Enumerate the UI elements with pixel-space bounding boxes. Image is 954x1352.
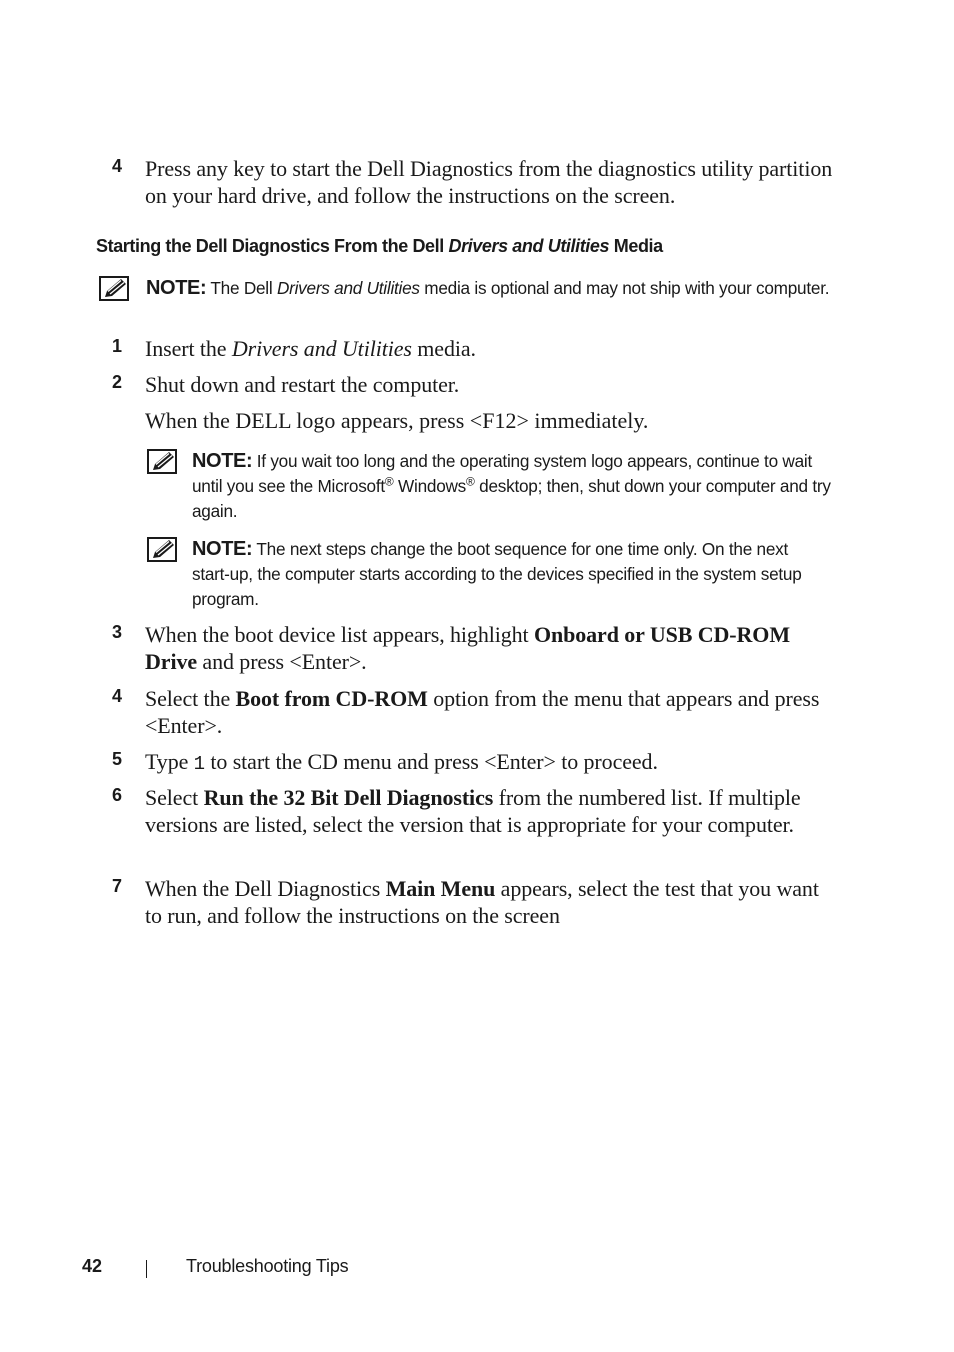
- pencil-note-icon: [147, 449, 177, 474]
- note-body: NOTE: The next steps change the boot sequence for one time only. On the next start-up, the computer starts according to the devices specified in the system setup program.: [192, 538, 802, 609]
- step-number: 7: [112, 876, 122, 896]
- step-number: 3: [112, 622, 122, 642]
- step-text: Select the Boot from CD-ROM option from the menu that appears and press <Enter>.: [145, 686, 820, 738]
- step-text: Press any key to start the Dell Diagnostics from the diagnostics utility partition on your hard drive, and follow the instructions on the screen.: [145, 156, 833, 208]
- step-text: Shut down and restart the computer.: [145, 372, 460, 397]
- step-number: 5: [112, 749, 122, 769]
- pencil-note-icon: [147, 537, 177, 562]
- note-body: NOTE: If you wait too long and the operating system logo appears, continue to wait until you see the Microsoft® Windows® desktop; then, shut down your computer and try again.: [192, 450, 831, 521]
- step-number: 6: [112, 785, 122, 805]
- footer-divider: [146, 1260, 147, 1278]
- footer-section-title: Troubleshooting Tips: [186, 1256, 349, 1276]
- step-text: Select Run the 32 Bit Dell Diagnostics from the numbered list. If multiple versions are listed, select the version that is appropriate for your computer.: [145, 785, 801, 837]
- step-number: 2: [112, 372, 122, 392]
- step-text: Insert the Drivers and Utilities media.: [145, 336, 476, 361]
- pencil-note-icon: [99, 276, 129, 301]
- step-number: 4: [112, 686, 122, 706]
- step-number: 4: [112, 156, 122, 176]
- step-text: Type 1 to start the CD menu and press <Enter> to proceed.: [145, 749, 658, 775]
- step-text: When the boot device list appears, highlight Onboard or USB CD-ROM Drive and press <Enter>.: [145, 622, 790, 674]
- page-number: 42: [82, 1256, 103, 1276]
- step-2-followup: When the DELL logo appears, press <F12> immediately.: [145, 408, 649, 433]
- code-value: 1: [193, 753, 205, 775]
- step-text: When the Dell Diagnostics Main Menu appears, select the test that you want to run, and follow the instructions on the screen: [145, 876, 819, 928]
- note-body: NOTE: The Dell Drivers and Utilities media is optional and may not ship with your computer.: [146, 277, 830, 299]
- step-number: 1: [112, 336, 122, 356]
- section-heading: Starting the Dell Diagnostics From the Dell Drivers and Utilities Media: [96, 236, 663, 256]
